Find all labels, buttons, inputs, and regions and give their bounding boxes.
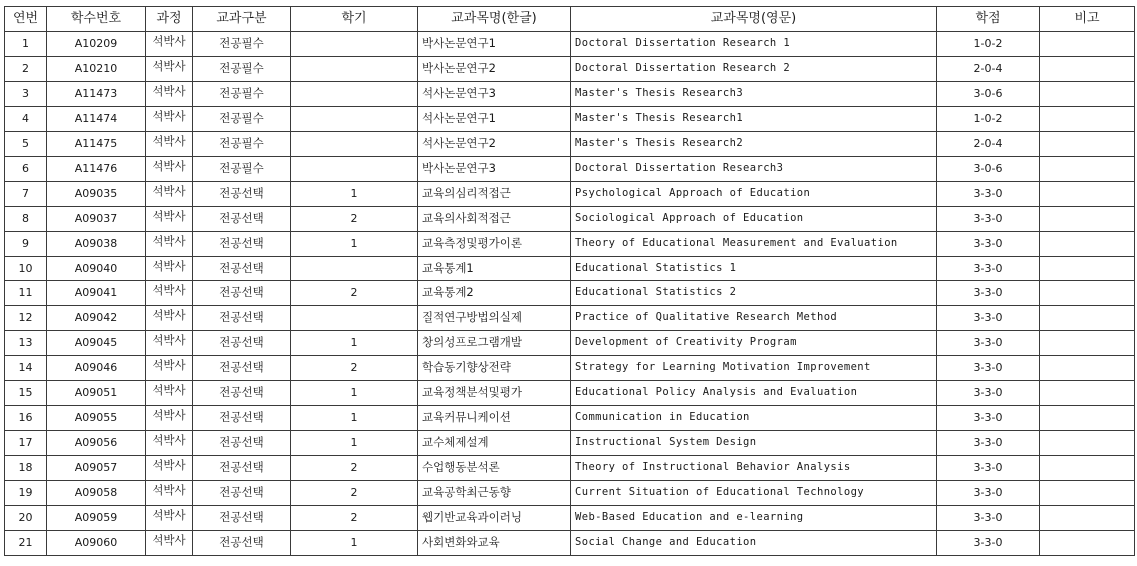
- cell-semester: 2: [291, 506, 418, 531]
- cell-program: 석박사: [146, 531, 193, 556]
- cell-name-korean: 사회변화와교육: [418, 531, 571, 556]
- cell-no: 19: [5, 481, 47, 506]
- cell-course-code: A09040: [47, 256, 146, 281]
- table-row: [5, 106, 1135, 131]
- cell-semester: 2: [291, 281, 418, 306]
- cell-category: 전공선택: [193, 181, 291, 206]
- cell-note: [1040, 381, 1135, 406]
- table-row: [5, 256, 1135, 281]
- header-semester: 학기: [291, 7, 418, 32]
- cell-credits: 3-3-0: [937, 256, 1040, 281]
- cell-name-english: Theory of Educational Measurement and Evaluation: [571, 231, 937, 256]
- cell-credits: 3-3-0: [937, 356, 1040, 381]
- cell-name-korean: 학습동기향상전략: [418, 356, 571, 381]
- cell-credits: 3-3-0: [937, 381, 1040, 406]
- cell-name-english: Practice of Qualitative Research Method: [571, 306, 937, 331]
- table-row: [5, 431, 1135, 456]
- cell-credits: 3-3-0: [937, 531, 1040, 556]
- header-name-korean: 교과목명(한글): [418, 7, 571, 32]
- cell-name-english: Strategy for Learning Motivation Improvement: [571, 356, 937, 381]
- cell-program: 석박사: [146, 231, 193, 256]
- cell-no: 15: [5, 381, 47, 406]
- cell-note: [1040, 456, 1135, 481]
- cell-program: 석박사: [146, 331, 193, 356]
- cell-program: 석박사: [146, 481, 193, 506]
- table-row: [5, 356, 1135, 381]
- cell-no: 4: [5, 106, 47, 131]
- cell-name-english: Educational Statistics 1: [571, 256, 937, 281]
- cell-category: 전공선택: [193, 281, 291, 306]
- cell-program: 석박사: [146, 256, 193, 281]
- cell-name-english: Web-Based Education and e-learning: [571, 506, 937, 531]
- cell-note: [1040, 106, 1135, 131]
- cell-credits: 3-3-0: [937, 406, 1040, 431]
- table-row: [5, 331, 1135, 356]
- cell-category: 전공선택: [193, 531, 291, 556]
- cell-program: 석박사: [146, 206, 193, 231]
- cell-course-code: A09055: [47, 406, 146, 431]
- cell-semester: [291, 156, 418, 181]
- cell-course-code: A09060: [47, 531, 146, 556]
- cell-program: 석박사: [146, 131, 193, 156]
- cell-name-english: Theory of Instructional Behavior Analysis: [571, 456, 937, 481]
- cell-course-code: A09045: [47, 331, 146, 356]
- cell-category: 전공선택: [193, 206, 291, 231]
- cell-credits: 3-3-0: [937, 231, 1040, 256]
- cell-course-code: A09058: [47, 481, 146, 506]
- cell-semester: [291, 106, 418, 131]
- cell-no: 8: [5, 206, 47, 231]
- cell-name-korean: 교육커뮤니케이션: [418, 406, 571, 431]
- cell-no: 13: [5, 331, 47, 356]
- table-row: [5, 81, 1135, 106]
- cell-name-english: Master's Thesis Research3: [571, 81, 937, 106]
- cell-no: 6: [5, 156, 47, 181]
- cell-name-korean: 창의성프로그램개발: [418, 331, 571, 356]
- cell-name-korean: 교육측정및평가이론: [418, 231, 571, 256]
- cell-program: 석박사: [146, 406, 193, 431]
- cell-name-korean: 교육의심리적접근: [418, 181, 571, 206]
- cell-course-code: A09037: [47, 206, 146, 231]
- cell-note: [1040, 306, 1135, 331]
- cell-name-korean: 질적연구방법의실제: [418, 306, 571, 331]
- cell-name-english: Sociological Approach of Education: [571, 206, 937, 231]
- cell-name-korean: 박사논문연구2: [418, 56, 571, 81]
- cell-program: 석박사: [146, 31, 193, 56]
- cell-course-code: A09035: [47, 181, 146, 206]
- course-table: [4, 6, 1135, 556]
- cell-course-code: A09059: [47, 506, 146, 531]
- cell-name-english: Psychological Approach of Education: [571, 181, 937, 206]
- cell-credits: 3-0-6: [937, 81, 1040, 106]
- table-row: [5, 456, 1135, 481]
- cell-credits: 3-3-0: [937, 181, 1040, 206]
- cell-semester: [291, 256, 418, 281]
- cell-category: 전공필수: [193, 131, 291, 156]
- cell-no: 16: [5, 406, 47, 431]
- cell-no: 21: [5, 531, 47, 556]
- cell-category: 전공선택: [193, 506, 291, 531]
- cell-no: 7: [5, 181, 47, 206]
- cell-course-code: A11475: [47, 131, 146, 156]
- cell-semester: 2: [291, 356, 418, 381]
- cell-semester: 2: [291, 481, 418, 506]
- cell-course-code: A09041: [47, 281, 146, 306]
- cell-name-korean: 교육공학최근동향: [418, 481, 571, 506]
- cell-program: 석박사: [146, 181, 193, 206]
- cell-no: 10: [5, 256, 47, 281]
- cell-name-english: Social Change and Education: [571, 531, 937, 556]
- cell-semester: 1: [291, 431, 418, 456]
- header-name-english: 교과목명(영문): [571, 7, 937, 32]
- cell-credits: 3-0-6: [937, 156, 1040, 181]
- header-program: 과정: [146, 7, 193, 32]
- cell-credits: 3-3-0: [937, 306, 1040, 331]
- cell-credits: 3-3-0: [937, 331, 1040, 356]
- cell-category: 전공필수: [193, 156, 291, 181]
- cell-course-code: A11474: [47, 106, 146, 131]
- cell-note: [1040, 531, 1135, 556]
- cell-note: [1040, 506, 1135, 531]
- table-row: [5, 181, 1135, 206]
- cell-name-english: Educational Statistics 2: [571, 281, 937, 306]
- table-row: [5, 506, 1135, 531]
- cell-credits: 3-3-0: [937, 481, 1040, 506]
- cell-category: 전공선택: [193, 306, 291, 331]
- cell-no: 20: [5, 506, 47, 531]
- cell-credits: 2-0-4: [937, 56, 1040, 81]
- cell-name-english: Master's Thesis Research1: [571, 106, 937, 131]
- header-category: 교과구분: [193, 7, 291, 32]
- cell-semester: [291, 31, 418, 56]
- cell-category: 전공선택: [193, 456, 291, 481]
- cell-category: 전공필수: [193, 31, 291, 56]
- cell-credits: 1-0-2: [937, 31, 1040, 56]
- cell-course-code: A09046: [47, 356, 146, 381]
- header-note: 비고: [1040, 7, 1135, 32]
- header-no: 연번: [5, 7, 47, 32]
- cell-name-english: Doctoral Dissertation Research 2: [571, 56, 937, 81]
- cell-name-korean: 박사논문연구1: [418, 31, 571, 56]
- header-credits: 학점: [937, 7, 1040, 32]
- table-row: [5, 531, 1135, 556]
- cell-program: 석박사: [146, 156, 193, 181]
- cell-name-english: Master's Thesis Research2: [571, 131, 937, 156]
- cell-name-korean: 박사논문연구3: [418, 156, 571, 181]
- cell-semester: [291, 81, 418, 106]
- cell-semester: 2: [291, 456, 418, 481]
- cell-semester: 1: [291, 181, 418, 206]
- cell-program: 석박사: [146, 431, 193, 456]
- cell-course-code: A09057: [47, 456, 146, 481]
- cell-category: 전공선택: [193, 406, 291, 431]
- cell-name-korean: 교육통계1: [418, 256, 571, 281]
- cell-category: 전공선택: [193, 481, 291, 506]
- cell-no: 14: [5, 356, 47, 381]
- cell-semester: 1: [291, 231, 418, 256]
- cell-program: 석박사: [146, 81, 193, 106]
- cell-name-korean: 교육의사회적접근: [418, 206, 571, 231]
- course-table-container: [4, 6, 1135, 556]
- cell-name-english: Communication in Education: [571, 406, 937, 431]
- cell-category: 전공선택: [193, 256, 291, 281]
- cell-credits: 3-3-0: [937, 431, 1040, 456]
- cell-program: 석박사: [146, 456, 193, 481]
- cell-program: 석박사: [146, 56, 193, 81]
- cell-category: 전공선택: [193, 331, 291, 356]
- cell-credits: 3-3-0: [937, 506, 1040, 531]
- cell-name-korean: 교육정책분석및평가: [418, 381, 571, 406]
- table-row: [5, 206, 1135, 231]
- table-row: [5, 131, 1135, 156]
- table-row: [5, 281, 1135, 306]
- cell-course-code: A10210: [47, 56, 146, 81]
- cell-category: 전공선택: [193, 356, 291, 381]
- cell-no: 3: [5, 81, 47, 106]
- cell-no: 11: [5, 281, 47, 306]
- cell-note: [1040, 56, 1135, 81]
- cell-credits: 3-3-0: [937, 206, 1040, 231]
- cell-no: 1: [5, 31, 47, 56]
- cell-name-english: Educational Policy Analysis and Evaluation: [571, 381, 937, 406]
- cell-note: [1040, 231, 1135, 256]
- header-row: [5, 7, 1135, 32]
- cell-name-korean: 수업행동분석론: [418, 456, 571, 481]
- cell-program: 석박사: [146, 281, 193, 306]
- table-row: [5, 306, 1135, 331]
- cell-no: 9: [5, 231, 47, 256]
- cell-credits: 2-0-4: [937, 131, 1040, 156]
- cell-category: 전공필수: [193, 81, 291, 106]
- cell-course-code: A09042: [47, 306, 146, 331]
- cell-note: [1040, 256, 1135, 281]
- cell-no: 12: [5, 306, 47, 331]
- cell-note: [1040, 281, 1135, 306]
- cell-note: [1040, 131, 1135, 156]
- header-course-code: 학수번호: [47, 7, 146, 32]
- cell-note: [1040, 81, 1135, 106]
- cell-semester: 1: [291, 381, 418, 406]
- cell-note: [1040, 481, 1135, 506]
- cell-credits: 3-3-0: [937, 456, 1040, 481]
- cell-course-code: A09051: [47, 381, 146, 406]
- table-row: [5, 56, 1135, 81]
- cell-note: [1040, 431, 1135, 456]
- cell-credits: 3-3-0: [937, 281, 1040, 306]
- cell-name-korean: 석사논문연구3: [418, 81, 571, 106]
- cell-name-english: Doctoral Dissertation Research3: [571, 156, 937, 181]
- cell-category: 전공필수: [193, 56, 291, 81]
- table-row: [5, 156, 1135, 181]
- cell-program: 석박사: [146, 106, 193, 131]
- cell-credits: 1-0-2: [937, 106, 1040, 131]
- cell-name-english: Current Situation of Educational Technology: [571, 481, 937, 506]
- cell-note: [1040, 181, 1135, 206]
- cell-no: 17: [5, 431, 47, 456]
- cell-note: [1040, 31, 1135, 56]
- cell-note: [1040, 331, 1135, 356]
- table-row: [5, 381, 1135, 406]
- cell-category: 전공선택: [193, 231, 291, 256]
- cell-category: 전공선택: [193, 381, 291, 406]
- cell-program: 석박사: [146, 506, 193, 531]
- cell-name-korean: 교수체제설계: [418, 431, 571, 456]
- cell-note: [1040, 206, 1135, 231]
- cell-name-korean: 석사논문연구2: [418, 131, 571, 156]
- cell-semester: 2: [291, 206, 418, 231]
- table-row: [5, 31, 1135, 56]
- cell-name-english: Instructional System Design: [571, 431, 937, 456]
- cell-course-code: A10209: [47, 31, 146, 56]
- cell-no: 18: [5, 456, 47, 481]
- cell-semester: [291, 306, 418, 331]
- cell-course-code: A09038: [47, 231, 146, 256]
- cell-semester: 1: [291, 406, 418, 431]
- cell-name-korean: 석사논문연구1: [418, 106, 571, 131]
- table-row: [5, 481, 1135, 506]
- cell-semester: [291, 131, 418, 156]
- cell-program: 석박사: [146, 356, 193, 381]
- cell-name-english: Doctoral Dissertation Research 1: [571, 31, 937, 56]
- cell-semester: [291, 56, 418, 81]
- cell-note: [1040, 356, 1135, 381]
- cell-category: 전공필수: [193, 106, 291, 131]
- cell-category: 전공선택: [193, 431, 291, 456]
- cell-program: 석박사: [146, 306, 193, 331]
- cell-no: 2: [5, 56, 47, 81]
- cell-semester: 1: [291, 331, 418, 356]
- table-row: [5, 406, 1135, 431]
- cell-program: 석박사: [146, 381, 193, 406]
- cell-note: [1040, 156, 1135, 181]
- cell-note: [1040, 406, 1135, 431]
- cell-course-code: A09056: [47, 431, 146, 456]
- cell-name-korean: 교육통계2: [418, 281, 571, 306]
- cell-no: 5: [5, 131, 47, 156]
- table-row: [5, 231, 1135, 256]
- cell-course-code: A11476: [47, 156, 146, 181]
- cell-course-code: A11473: [47, 81, 146, 106]
- cell-semester: 1: [291, 531, 418, 556]
- cell-name-english: Development of Creativity Program: [571, 331, 937, 356]
- cell-name-korean: 웹기반교육과이러닝: [418, 506, 571, 531]
